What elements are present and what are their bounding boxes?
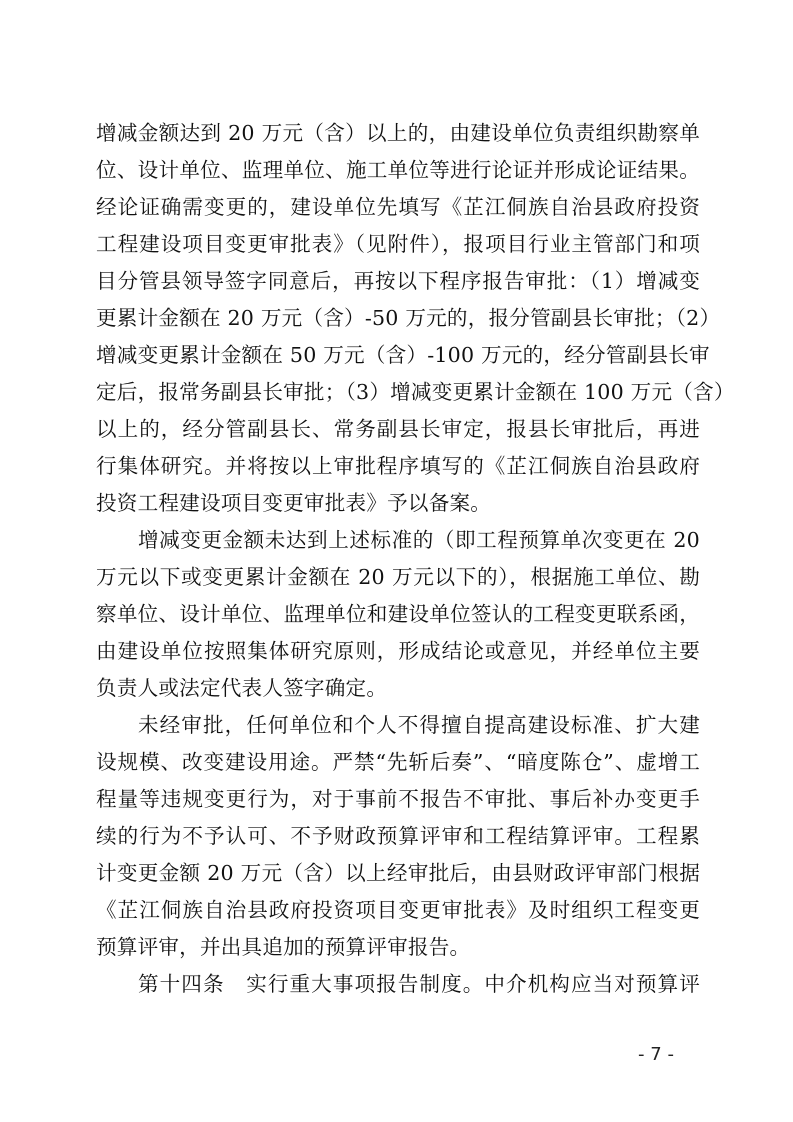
paragraph-3-line-2: 设规模、改变建设用途。严禁“先斩后奏”、“暗度陈仓”、虚增工 — [96, 750, 700, 774]
paragraph-1-line-10: 行集体研究。并将按以上审批程序填写的《芷江侗族自治县政府 — [96, 454, 700, 478]
paragraph-1-line-8: 定后，报常务副县长审批；（3）增减变更累计金额在 100 万元（含） — [96, 380, 735, 404]
paragraph-1-line-4: 工程建设项目变更审批表》（见附件），报项目行业主管部门和项 — [96, 232, 700, 256]
paragraph-1-line-3: 经论证确需变更的，建设单位先填写《芷江侗族自治县政府投资 — [96, 195, 700, 219]
paragraph-2-line-1: 增减变更金额未达到上述标准的（即工程预算单次变更在 20 — [138, 528, 700, 552]
paragraph-2-line-3: 察单位、设计单位、监理单位和建设单位签认的工程变更联系函， — [96, 602, 700, 626]
paragraph-3-line-4: 续的行为不予认可、不予财政预算评审和工程结算评审。工程累 — [96, 824, 700, 848]
paragraph-3-line-6: 《芷江侗族自治县政府投资项目变更审批表》及时组织工程变更 — [96, 898, 700, 922]
paragraph-1-line-11: 投资工程建设项目变更审批表》予以备案。 — [96, 491, 492, 515]
paragraph-1-line-5: 目分管县领导签字同意后，再按以下程序报告审批：（1）增减变 — [96, 269, 700, 293]
paragraph-1-line-1: 增减金额达到 20 万元（含）以上的，由建设单位负责组织勘察单 — [96, 121, 700, 145]
paragraph-4-line-1: 第十四条 实行重大事项报告制度。中介机构应当对预算评 — [138, 972, 700, 996]
paragraph-1-line-7: 增减变更累计金额在 50 万元（含）-100 万元的，经分管副县长审 — [96, 343, 710, 367]
paragraph-2-line-5: 负责人或法定代表人签字确定。 — [96, 676, 388, 700]
paragraph-3-line-1: 未经审批，任何单位和个人不得擅自提高建设标准、扩大建 — [138, 713, 700, 737]
paragraph-3-line-7: 预算评审，并出具追加的预算评审报告。 — [96, 935, 471, 959]
paragraph-2-line-2: 万元以下或变更累计金额在 20 万元以下的），根据施工单位、勘 — [96, 565, 700, 589]
page-number: - 7 - — [638, 1044, 674, 1065]
paragraph-1-line-9: 以上的，经分管副县长、常务副县长审定，报县长审批后，再进 — [96, 417, 700, 441]
paragraph-1-line-2: 位、设计单位、监理单位、施工单位等进行论证并形成论证结果。 — [96, 158, 700, 182]
paragraph-1-line-6: 更累计金额在 20 万元（含）-50 万元的，报分管副县长审批；（2） — [96, 306, 721, 330]
paragraph-3-line-3: 程量等违规变更行为，对于事前不报告不审批、事后补办变更手 — [96, 787, 700, 811]
paragraph-2-line-4: 由建设单位按照集体研究原则，形成结论或意见，并经单位主要 — [96, 639, 700, 663]
paragraph-3-line-5: 计变更金额 20 万元（含）以上经审批后，由县财政评审部门根据 — [96, 861, 700, 885]
